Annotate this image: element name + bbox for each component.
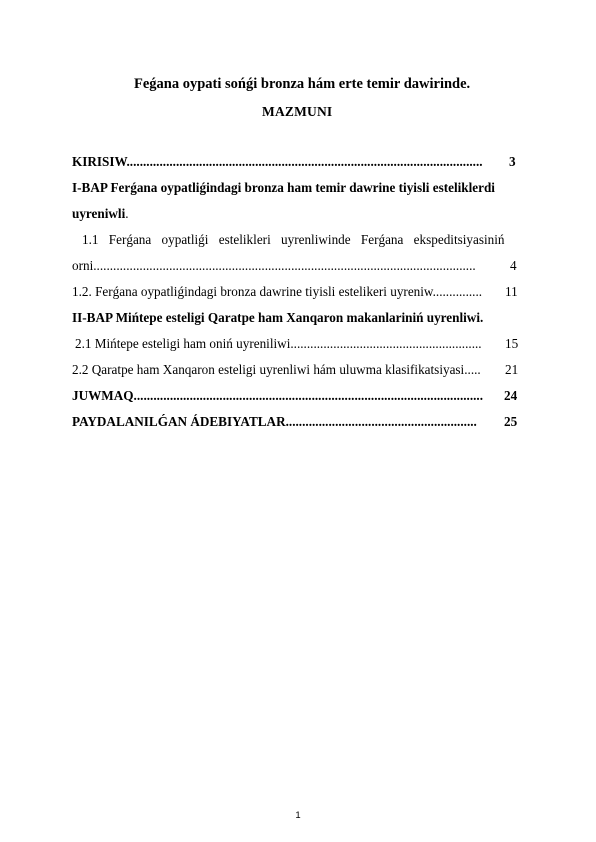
toc-entry-section-2-1[interactable] (75, 336, 533, 352)
toc-entry-label: 1.2. Ferǵana oypatliǵindagi bronza dawrine tiyisli estelikeri uyreniw (72, 284, 433, 299)
toc-entry-label: orni (72, 258, 94, 273)
toc-entry-label: II-BAP Mińtepe esteligi Qaratpe ham Xanqaron makanlariniń uyrenliwi. (72, 310, 484, 325)
toc-entry-section-1-1[interactable] (82, 232, 530, 248)
toc-entry-section-1-2[interactable] (72, 284, 530, 300)
page-number-footer: 1 (295, 810, 301, 821)
toc-leader-dots: .......................................................................................................... (133, 388, 484, 403)
toc-page-number: 11 (505, 284, 518, 299)
toc-entry-label: 1.1 Ferǵana oypatliǵi estelikleri uyrenliwinde Ferǵana ekspeditsiyasiniń (82, 232, 505, 247)
toc-entry-section-1-1-cont (72, 258, 530, 274)
toc-entry-chapter-1[interactable] (72, 180, 530, 196)
toc-leader-dots: .......................................................... (290, 336, 482, 351)
toc-entry-label: KIRISIW (72, 154, 127, 169)
toc-entry-juwmaq[interactable] (72, 388, 530, 404)
document-title: Feǵana oypati sońǵi bronza hám erte temir dawirinde. (134, 76, 471, 92)
toc-leader-dots: ............................................................................................................ (126, 154, 483, 169)
toc-page-number: 21 (505, 362, 519, 377)
toc-page-number: 25 (504, 414, 518, 429)
toc-leader-dots: .......................................................... (285, 414, 477, 429)
toc-heading: MAZMUNI (262, 104, 333, 119)
toc-entry-chapter-2[interactable] (72, 310, 530, 326)
toc-entry-section-2-2[interactable] (72, 362, 530, 378)
toc-leader-dots: ............... (432, 284, 483, 299)
toc-entry-label: I-BAP Ferǵana oypatliǵindagi bronza ham temir dawrine tiyisli esteliklerdi (72, 180, 495, 195)
toc-entry-kirisiw[interactable] (72, 154, 530, 170)
toc-entry-suffix: . (125, 206, 129, 221)
toc-page-number: 15 (505, 336, 519, 351)
toc-leader-dots: ..... (464, 362, 481, 377)
toc-entry-label: 2.2 Qaratpe ham Xanqaron esteligi uyrenliwi hám uluwma klasifikatsiyasi (72, 362, 465, 377)
toc-entry-label: uyreniwli (72, 206, 126, 221)
toc-page-number: 3 (509, 154, 516, 169)
toc-page-number: 24 (504, 388, 518, 403)
toc-entry-label: PAYDALANILǴAN ÁDEBIYATLAR (72, 414, 286, 429)
toc-entry-chapter-1-cont (72, 206, 530, 222)
toc-leader-dots: .................................................................................................................... (93, 258, 476, 273)
toc-entry-label: 2.1 Mińtepe esteligi ham oniń uyreniliwi (75, 336, 291, 351)
toc-entry-label: JUWMAQ (72, 388, 134, 403)
toc-entry-references[interactable] (72, 414, 530, 430)
toc-page-number: 4 (510, 258, 517, 273)
